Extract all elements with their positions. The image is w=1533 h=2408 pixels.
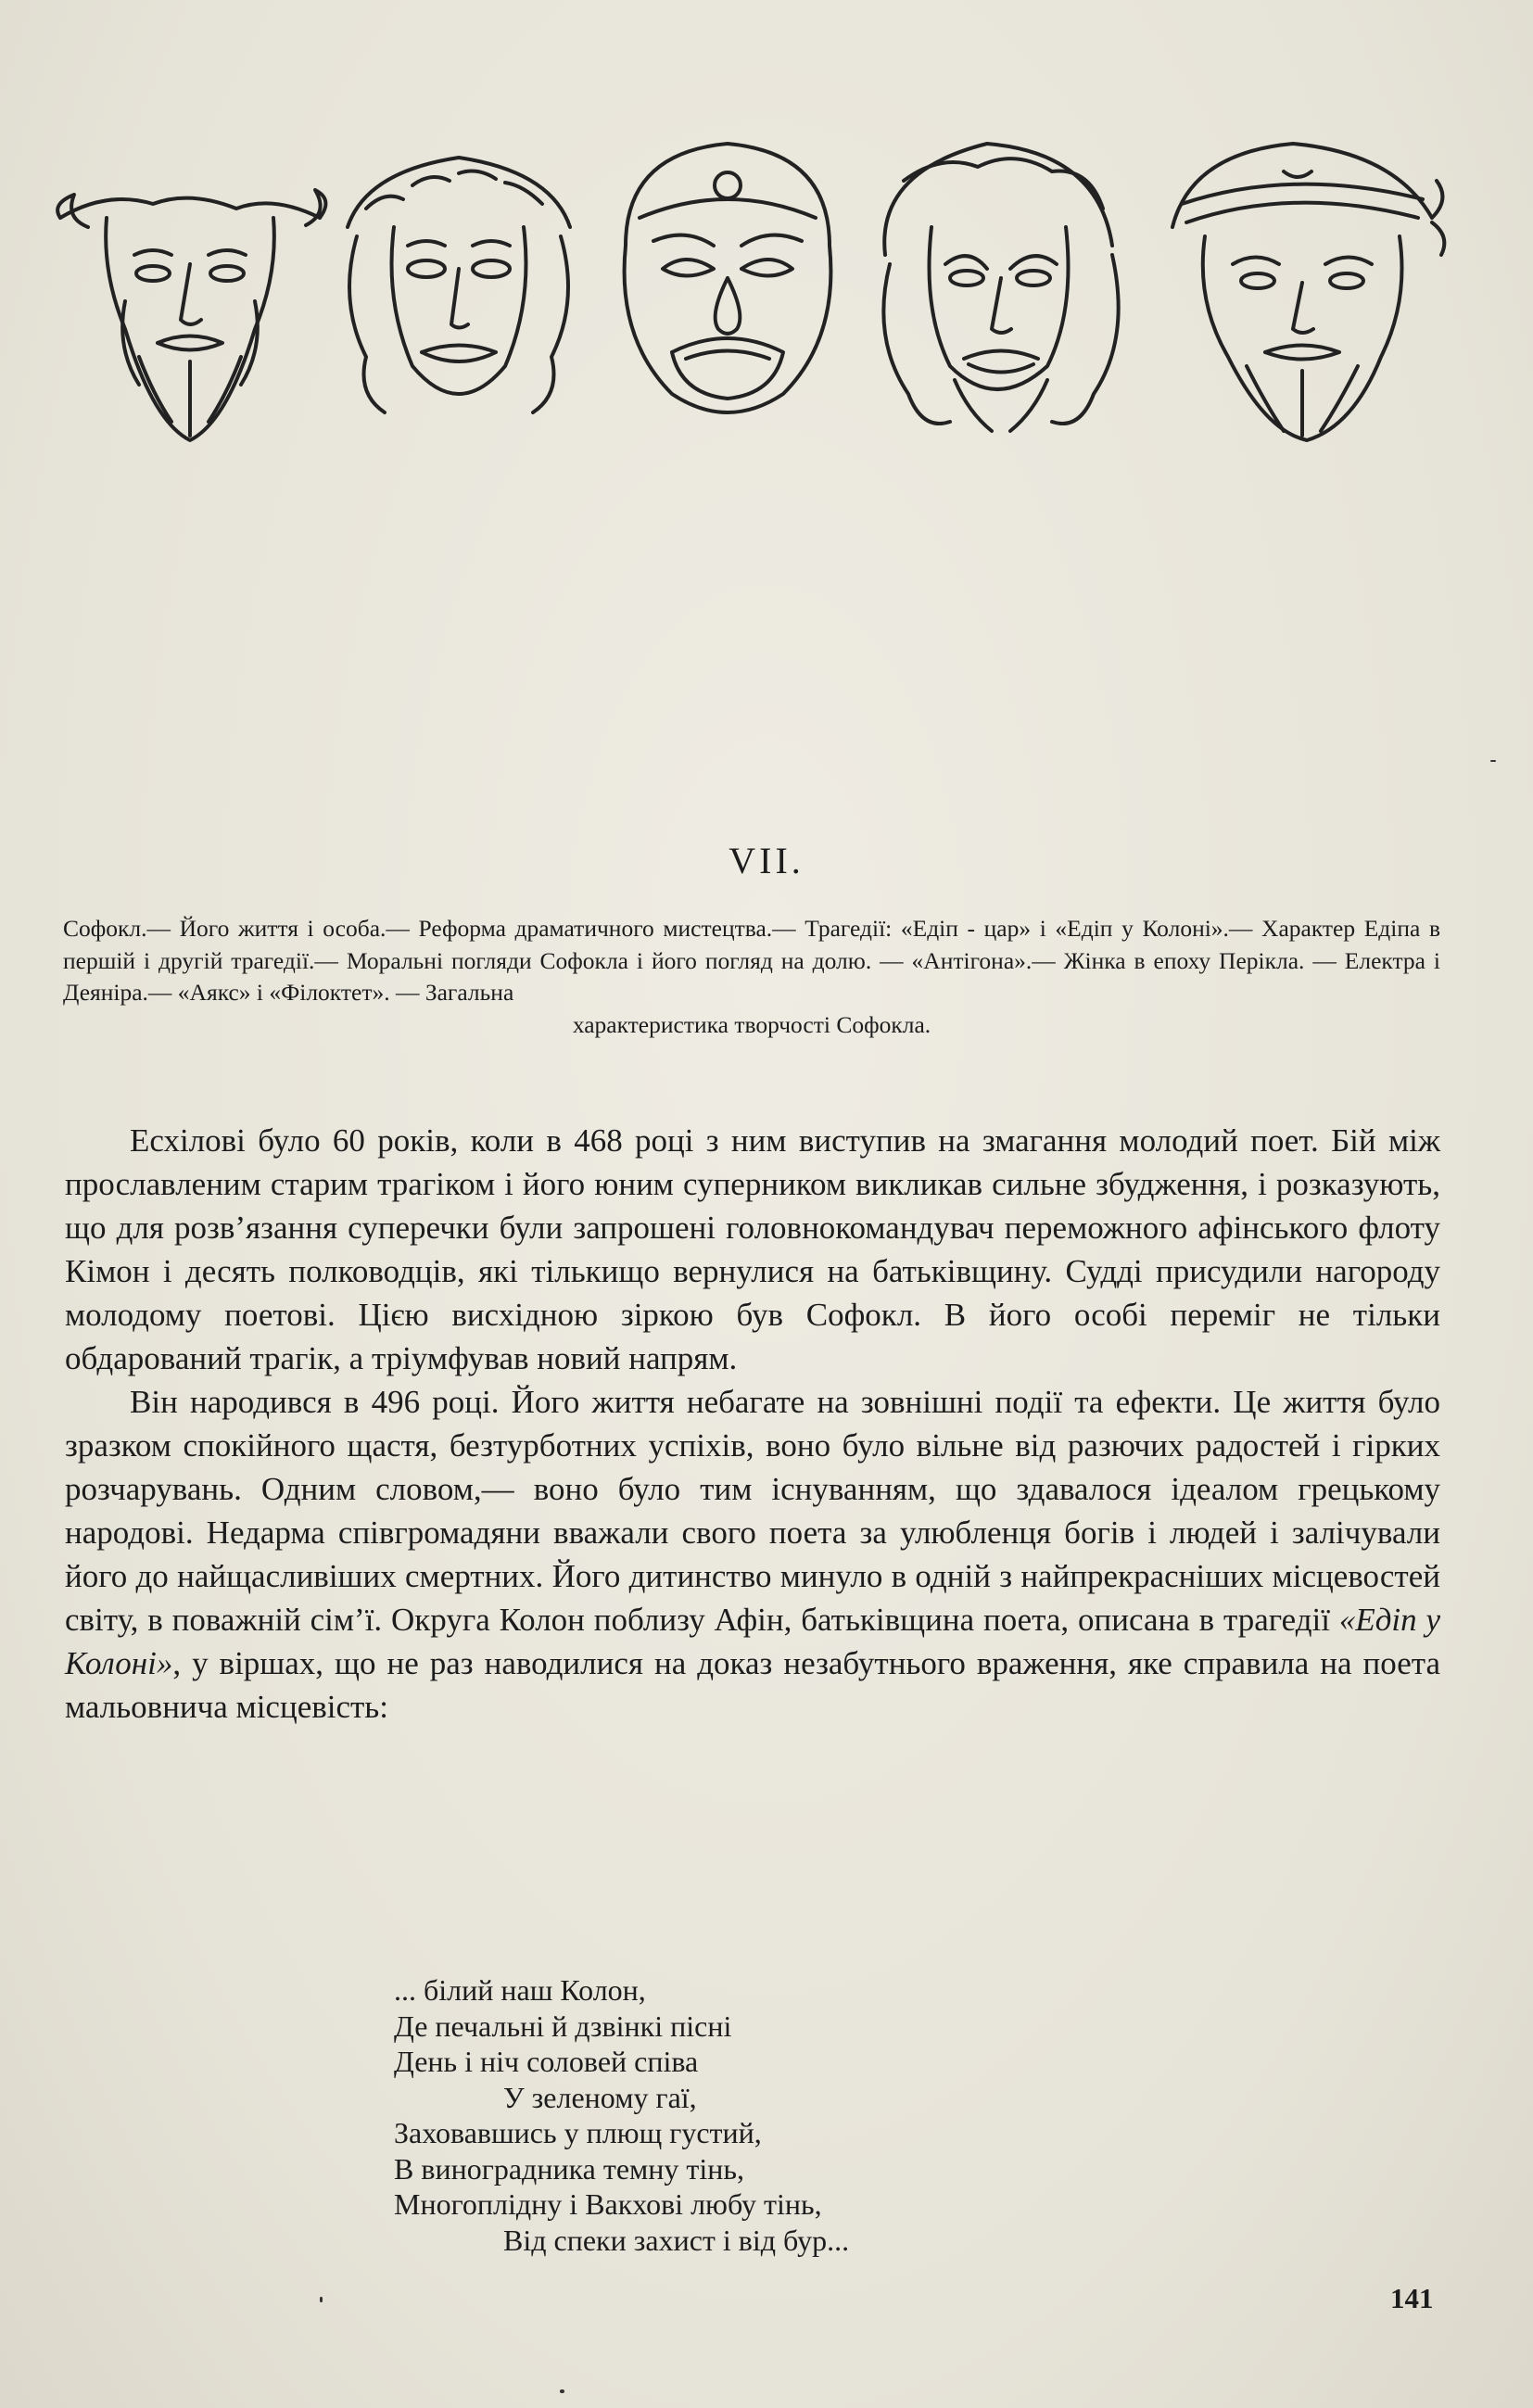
paper-speck xyxy=(1490,760,1496,762)
poem-quote xyxy=(394,1972,849,2258)
poem-line: Від спеки захист і від бур... xyxy=(503,2223,850,2257)
paragraph-2 xyxy=(65,1380,1440,1729)
paragraph-2-start: Він народився в 496 році. Його життя небагате на зовнішні події та ефекти. Це життя було зразком спокійного щастя, безтурботних успіхів, воно було вільне від разючих радостей і гірких розчарувань. Одним словом,— воно було тим існуванням, що здавалося ідеалом грецькому народові. Недарма співгромадяни вважали свого поета за улюбленця богів і людей і залічували його до найщасливіших смертних. Його дитинство минуло в одній з найпрекрасніших місцевостей світу, в поважній сім’ї. Округа Колон поблизу Афін, батьківщина поета, описана в трагедії xyxy=(65,1384,1440,1638)
mask-elder-icon xyxy=(57,190,325,440)
poem-line: В виноградника темну тінь, xyxy=(394,2151,744,2186)
theatre-masks-icon xyxy=(51,116,1451,468)
work-title: «Едіп у Колоні» xyxy=(65,1602,1441,1681)
body-text xyxy=(65,1119,1440,1729)
poem-line: Заховавшись у плющ густий, xyxy=(394,2116,762,2149)
poem-line: Многоплідну і Вакхові любу тінь, xyxy=(394,2187,822,2221)
poem-line: Де печальні й дзвінкі пісні xyxy=(394,2009,732,2043)
paragraph-2-end: , у віршах, що не раз наводилися на доказ незабутнього враження, яке справила на поета мальовнича місцевість: xyxy=(65,1645,1440,1725)
summary-text: Софокл.— Його життя і особа.— Реформа драматичного мистецтва.— Трагедії: «Едіп - цар» і «Едіп у Колоні».— Характер Едіпа в першій і другій трагедії.— Моральні погляди Софокла і його погляд на долю. — «Антігона».— Жінка в епоху Перікла. — Електра і Деяніра.— «Аякс» і «Філоктет». — Загальна xyxy=(63,915,1440,1006)
poem-line: У зеленому гаї, xyxy=(503,2080,697,2114)
poem-line: День і ніч соловей співа xyxy=(394,2045,699,2078)
paper-speck xyxy=(560,2389,564,2393)
mask-comic-icon xyxy=(625,144,831,412)
chapter-number: VII. xyxy=(728,840,805,881)
mask-tragic-icon xyxy=(883,144,1118,431)
paragraph-1: Есхілові було 60 років, коли в 468 році з ним виступив на змагання молодий поет. Бій між прославленим старим трагіком і його юним суперником викликав сильне збудження, і розказують, що для розв’язання суперечки були запрошені головнокомандувач переможного афінського флоту Кімон і десять полководців, які тількищо вернулися на батьківщину. Судді присудили нагороду молодому поетові. Цією висхідною зіркою був Софокл. В його особі переміг не тільки обдарований трагік, а тріумфував новий напрям. xyxy=(65,1122,1440,1376)
summary-last-line: характеристика творчості Софокла. xyxy=(572,1010,931,1038)
chapter-summary xyxy=(63,913,1440,1041)
poem-line: ... білий наш Колон, xyxy=(394,1973,646,2007)
mask-headband-icon xyxy=(1172,144,1444,440)
paper-speck xyxy=(320,2297,323,2302)
mask-laurel-icon xyxy=(348,158,570,412)
page-number: 141 xyxy=(1390,2282,1434,2314)
